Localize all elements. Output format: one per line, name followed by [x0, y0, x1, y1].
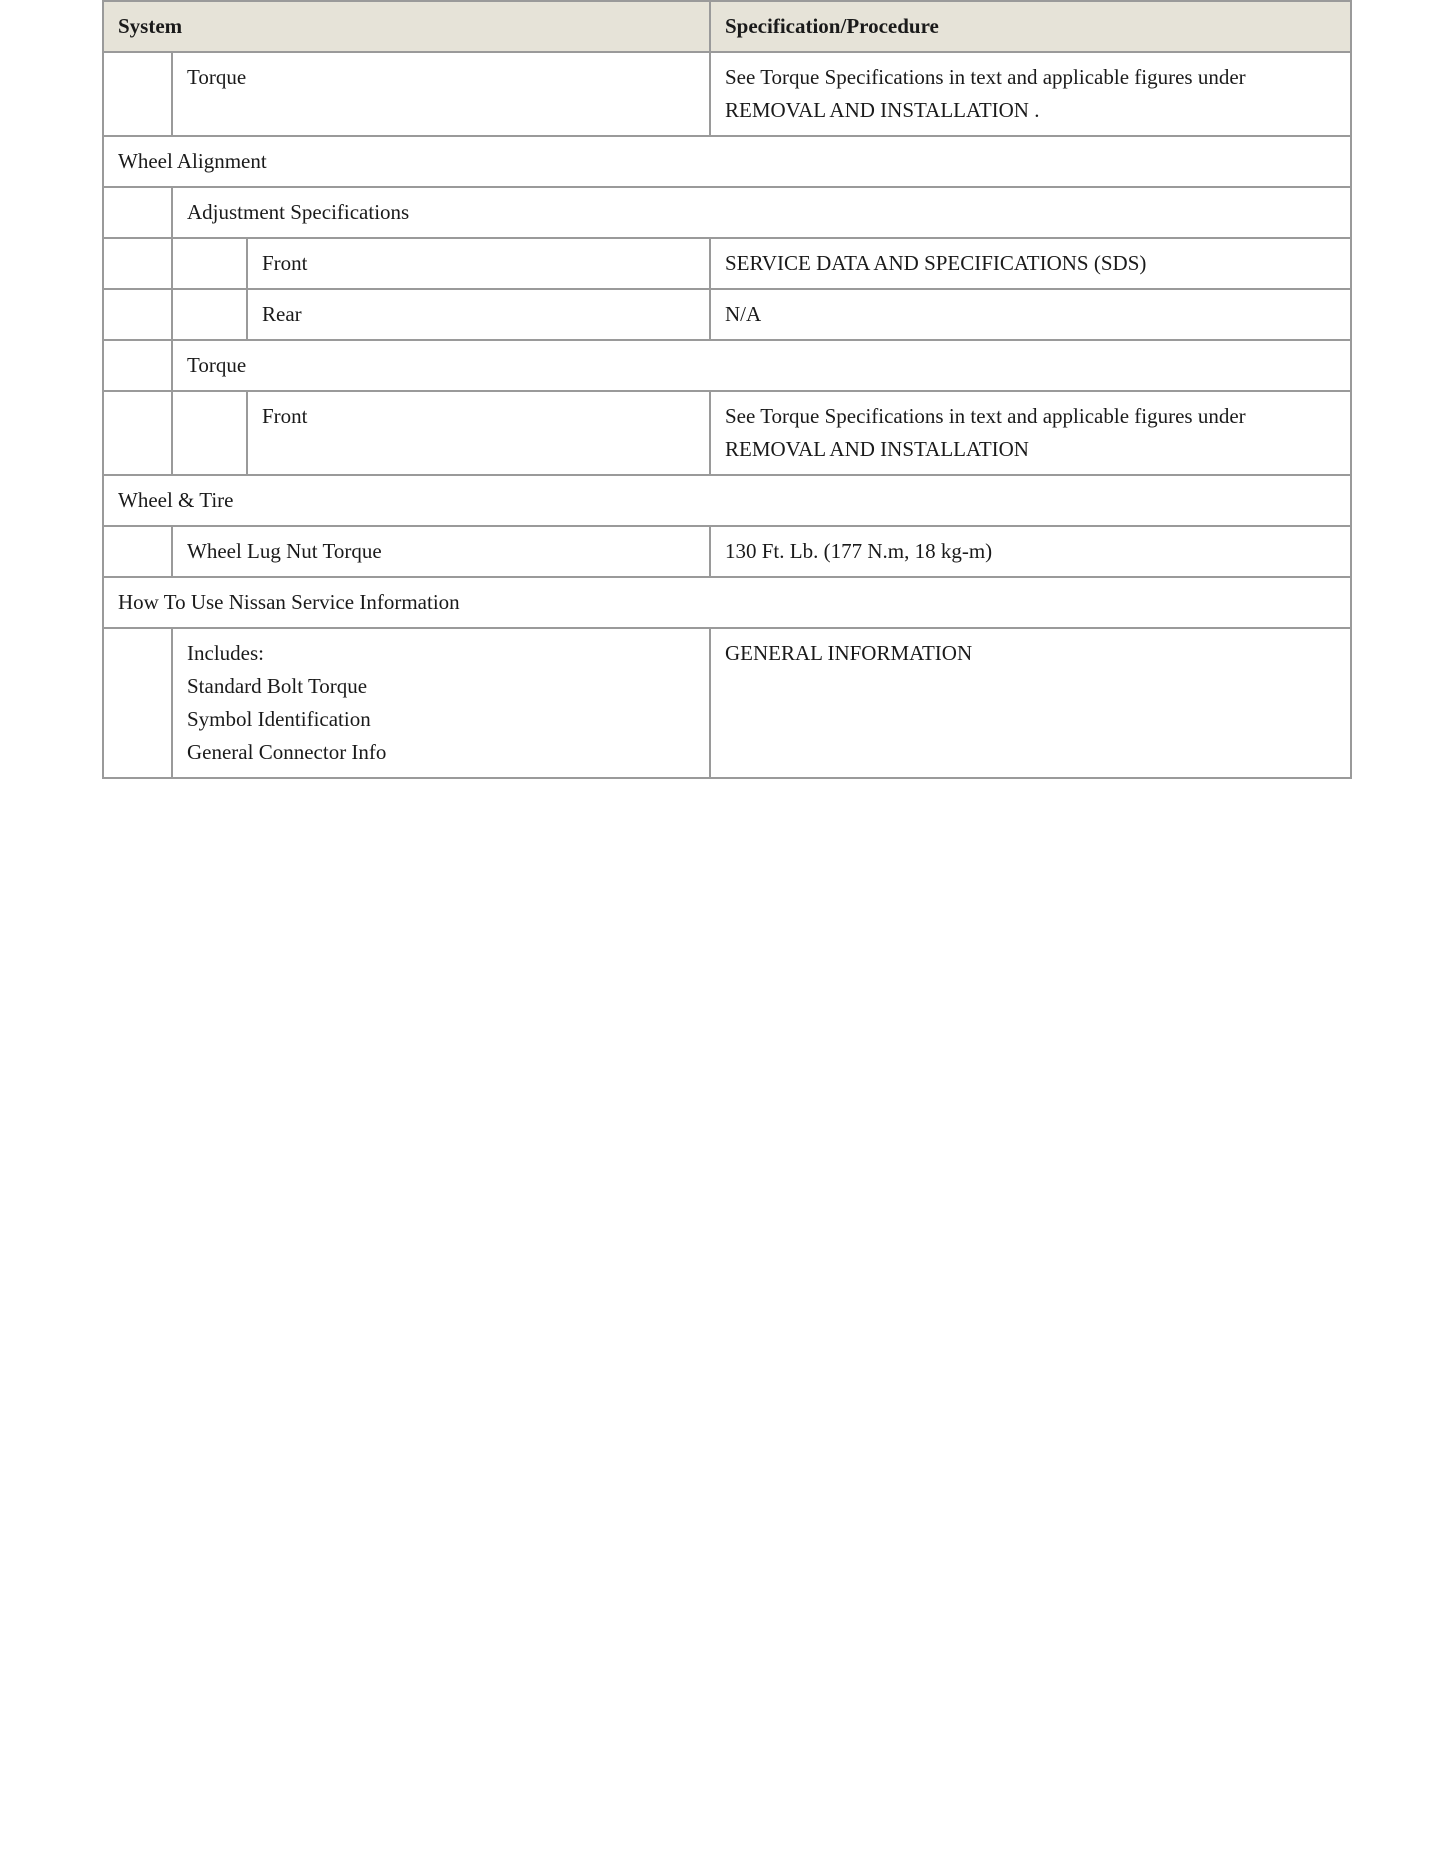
- indent-cell: [172, 289, 247, 340]
- table-row: [103, 289, 1351, 340]
- indent-cell: [172, 238, 247, 289]
- indent-cell: [103, 52, 172, 136]
- row-label-lug-nut: Wheel Lug Nut Torque: [172, 526, 710, 577]
- section-row: [103, 136, 1351, 187]
- indent-cell: [103, 526, 172, 577]
- row-label-includes: [172, 628, 710, 778]
- spec-line: See Torque Specifications in text and applicable figures under: [725, 65, 1246, 89]
- includes-line: General Connector Info: [187, 740, 387, 764]
- section-row: [103, 475, 1351, 526]
- section-how-to-use: How To Use Nissan Service Information: [103, 577, 1351, 628]
- row-label-torque: Torque: [172, 52, 710, 136]
- subsection-row: [103, 340, 1351, 391]
- subsection-adjustment-specifications: Adjustment Specifications: [172, 187, 1351, 238]
- spec-line: REMOVAL AND INSTALLATION: [725, 437, 1029, 461]
- row-label-rear: Rear: [247, 289, 710, 340]
- table-row: [103, 238, 1351, 289]
- spec-line: See Torque Specifications in text and applicable figures under: [725, 404, 1246, 428]
- indent-cell: [103, 628, 172, 778]
- row-label-torque-front: Front: [247, 391, 710, 475]
- indent-cell: [103, 340, 172, 391]
- row-spec-torque: [710, 52, 1351, 136]
- row-label-front: Front: [247, 238, 710, 289]
- indent-cell: [103, 187, 172, 238]
- table-row: [103, 628, 1351, 778]
- indent-cell: [103, 289, 172, 340]
- header-specification: Specification/Procedure: [710, 1, 1351, 52]
- table-row: [103, 526, 1351, 577]
- row-spec-torque-front: [710, 391, 1351, 475]
- table-row: [103, 52, 1351, 136]
- row-spec-lug-nut: 130 Ft. Lb. (177 N.m, 18 kg-m): [710, 526, 1351, 577]
- indent-cell: [172, 391, 247, 475]
- indent-cell: [103, 391, 172, 475]
- specification-table: [102, 0, 1352, 779]
- includes-line: Includes:: [187, 641, 264, 665]
- section-wheel-alignment: Wheel Alignment: [103, 136, 1351, 187]
- spec-line: REMOVAL AND INSTALLATION .: [725, 98, 1040, 122]
- section-row: [103, 577, 1351, 628]
- section-wheel-tire: Wheel & Tire: [103, 475, 1351, 526]
- row-spec-front: SERVICE DATA AND SPECIFICATIONS (SDS): [710, 238, 1351, 289]
- subsection-torque: Torque: [172, 340, 1351, 391]
- includes-line: Standard Bolt Torque: [187, 674, 368, 698]
- header-system: System: [103, 1, 710, 52]
- indent-cell: [103, 238, 172, 289]
- row-spec-rear: N/A: [710, 289, 1351, 340]
- subsection-row: [103, 187, 1351, 238]
- table-row: [103, 391, 1351, 475]
- includes-line: Symbol Identification: [187, 707, 371, 731]
- table-header-row: [103, 1, 1351, 52]
- row-spec-general-information: GENERAL INFORMATION: [710, 628, 1351, 778]
